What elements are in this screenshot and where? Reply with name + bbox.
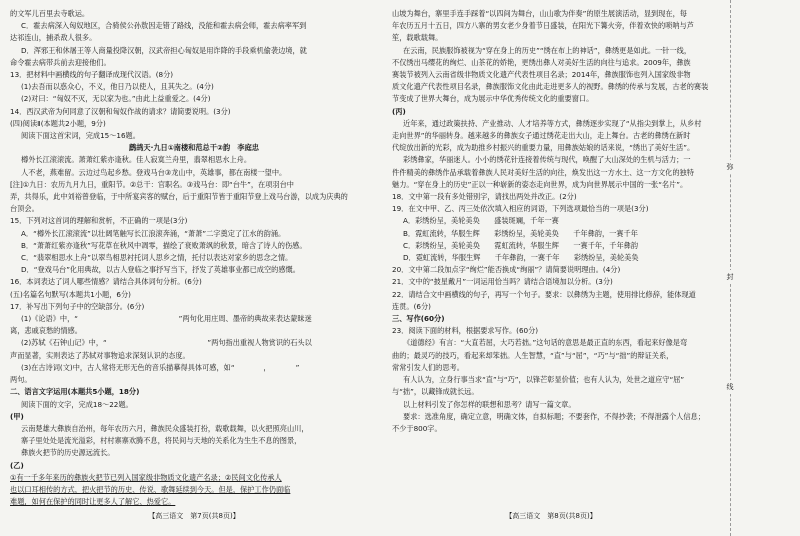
right-text-line: 质文化遗产代表性项目名录，彝族服饰文化由此走进更多人的视野。彝绣的传承与发展，古老的赛装 <box>392 82 709 92</box>
left-text-line: 樽外长江滚滚流。萧萧红紫亦逢秋。佳人寂寞兰舟里，翡翠相思水上舟。 <box>21 155 252 165</box>
left-text-line: 人不老，燕难留。云边过鸟起乡愁。登戏马台③龙山中，英雄事，都在南楼一望中。 <box>21 167 287 177</box>
right-text-line: 连贯。(6分) <box>392 301 431 311</box>
left-text-line: (3)在古诗词(文)中，古人常将无形无色的音乐描摹得具体可感，如“ ， ” <box>21 362 300 372</box>
binding-dashed-line <box>730 0 731 536</box>
binding-mark-feng: 封 <box>723 270 737 284</box>
left-text-line: 弄，共得乐，此中刘裕曾登临，于中所宴宾客的赋台，后于重阳节皆于重阳节登上戏马台游，以成为庆典的 <box>10 192 348 202</box>
left-text-line: 鹧鸪天·九日①南楼和范总干②韵 李庭忠 <box>129 143 259 153</box>
left-page <box>10 8 378 528</box>
right-text-line: 代绽放出新的光彩，成为助推乡村振兴的重要力量，用彝族姑娘的话来说，“绣出了美好生活”。 <box>392 143 695 153</box>
right-page-footer: 【高三语文 第8页(共8页)】 <box>505 511 597 520</box>
right-text-line: (丙) <box>392 106 406 116</box>
left-text-line: (五)名篇名句默写(本题共1小题，6分) <box>10 289 131 299</box>
right-text-line: 山坡为舞台，寨里手连手踩着“以四间为舞台，山山歌为伴奏”的原生展演活动，显到现在，每 <box>392 9 687 18</box>
right-text-line: 与“拙”，以藏锋成就长远。 <box>392 387 479 397</box>
right-text-line: 22．请结合文中画横线的句子，再写一个句子。要求：以彝绣为主题，使用排比修辞，能体现道 <box>392 289 696 299</box>
right-text-line: 以上材料引发了你怎样的联想和思考？请写一篇文章。 <box>403 399 576 409</box>
right-text-line: B．霓虹流转，华服生辉 彩绣纷呈，美轮美奂 千年彝韵，一赛千年 <box>403 228 638 238</box>
right-text-line: 彩绣彝家，华丽迷人。小小的绣花针连接着传统与现代，唤醒了大山深处的生机与活力；一 <box>403 155 691 165</box>
left-text-line: [注]①九日：农历九月九日，重阳节。②总干：官职名。③戏马台：即“台牛”，在项羽台中 <box>10 179 294 189</box>
left-text-line: 寨子里处处是流光溢彩，村村寨寨欢腾不息，将民间与天地的关系化为生生不息的图景， <box>21 436 302 446</box>
right-text-line: 年农历五月十五日，四方八寨的男女老少身着节日盛装，在阳光下篝火旁，伴着欢快的唢呐与芦 <box>392 21 694 31</box>
right-text-line: 《道德经》有言：“大直若屈，大巧若拙。”这句话的意思是最正直的东西，看起来好像是弯 <box>403 338 688 348</box>
left-text-line: (1)去吾而以惑众心，不义，他日乃以使人，且其失之。(4分) <box>21 82 214 92</box>
left-text-line: 达祁连山，捕杀敌人很多。 <box>10 33 97 43</box>
binding-mark-mi: 弥 <box>723 160 737 174</box>
left-text-line: (甲) <box>10 411 24 421</box>
right-text-line: 不少于800字。 <box>392 423 442 433</box>
right-text-line: 20．文中第二段加点字“绚烂”能否换成“绚丽”？请简要说明理由。(4分) <box>392 265 621 275</box>
left-text-line: B．“萧萧红紫亦逢秋”写花草在秋风中凋零，描绘了衰败萧飒的秋景，暗含了诗人的伤感。 <box>21 240 307 250</box>
left-text-line: 16．本词表达了词人哪些情感？请结合具体词句分析。(6分) <box>10 277 202 287</box>
right-text-line: 在云南，民族服饰被视为“穿在身上的历史”“绣在布上的神话”，彝绣更是如此。一针一线， <box>403 45 692 55</box>
left-text-line: 命令霍去病带兵前去迎接他们。 <box>10 57 111 67</box>
right-text-line: 三、写作(60分) <box>392 314 445 324</box>
right-text-line: 件件精美的彝绣作品承载着彝族人民对美好生活的向往，焕发出这一方水土、这一方文化的独特 <box>392 167 694 177</box>
left-text-line: (四)阅读Ⅱ(本题共2小题，9分) <box>10 118 106 128</box>
binding-margin <box>716 0 746 536</box>
right-text-line: 常常引发人们的思考。 <box>392 362 464 372</box>
left-text-line: 两句。 <box>10 375 32 385</box>
left-text-line: (2)对曰：“匈奴不灭，无以家为也。”由此上益重爱之。(4分) <box>21 94 211 104</box>
right-text-line: 要求：选准角度，确定立意，明确文体，自拟标题；不要套作，不得抄袭；不得泄露个人信息； <box>403 411 705 421</box>
left-text-line: (乙) <box>10 460 24 470</box>
left-text-line: C．“翡翠相思水上舟”以翠鸟相思衬托词人思乡之情，托付以表达对家乡的思念之情。 <box>21 253 293 263</box>
left-text-line: 14．西汉武帝为何同意了汉朝和匈奴作战的请求？请简要说明。(3分) <box>10 106 231 116</box>
left-text-line: (1)《论语》中，“ ”两句化用庄周、墨帝的典故来表达蒙昧迷 <box>21 314 312 324</box>
right-text-line: 23．阅读下面的材料，根据要求写作。(60分) <box>392 326 539 336</box>
left-text-line: 阅读下面这首宋词，完成15～16题。 <box>21 131 140 141</box>
right-text-line: 走向世界”的华丽转身。越来越多的彝族女子通过绣花走出大山，走上舞台。古老的彝绣在新时 <box>392 131 691 141</box>
right-text-line: C．彩绣纷呈，美轮美奂 霓虹流转，华服生辉 一赛千年，千年彝韵 <box>403 240 639 250</box>
binding-mark-xian: 线 <box>723 380 737 394</box>
left-text-line: ①有一千多年来历的彝族火把节已列入国家级非物质文化遗产名录；②民间文化传承人 <box>10 472 282 482</box>
left-page-footer: 【高三语文 第7页(共8页)】 <box>148 511 240 520</box>
right-text-line: 有人认为，立身行事当求“直”与“巧”，以锋芒彰显价值；也有人认为，处世之道应守“屈” <box>403 375 685 385</box>
left-text-line: A．“樽外长江滚滚流”以壮阔笔触写长江浪滚奔涌，“萧萧”二字奠定了江水的韵涌。 <box>21 228 286 238</box>
left-text-line: 也以口耳相传的方式，把火把节的历史、传说、歌舞延续到今天。但是，保护工作仍面临 <box>10 484 291 494</box>
right-text-line: 近年来，通过政策扶持、产业推动、人才培养等方式，彝绣逐步实现了“从指尖到掌上，从乡村 <box>403 118 702 128</box>
left-text-line: 二、语言文字运用(本题共5小题，18分) <box>10 387 140 397</box>
left-text-line: 的文军儿百里去寺歌运。 <box>10 9 90 18</box>
right-text-line: 21．文中的“披星戴月”一词运用恰当吗？请结合语境加以分析。(3分) <box>392 277 613 287</box>
left-text-line: 13．把材料中画横线的句子翻译成现代汉语。(8分) <box>10 70 174 80</box>
left-page-body <box>10 8 378 508</box>
right-page-body <box>392 8 710 435</box>
left-text-line: (2)苏轼《石钟山记》中，“ ”两句指出重视人物赏识的石头以 <box>21 338 312 348</box>
right-text-line: 不仅绣出马缨花的绚烂、山茶花的娇艳，更绣出彝人对美好生活的向往与追求。2009年，彝族 <box>392 57 691 67</box>
right-text-line: 18．文中第一段有多处错别字，请找出两处并改正。(2分) <box>392 192 577 202</box>
left-text-line: 难题，如何在保护的同时让更多人了解它、热爱它。 <box>10 497 176 507</box>
left-text-line: C．霍去病深入匈奴地区，合骑侯公孙敖因走错了路线，没能和霍去病会师，霍去病率军到 <box>21 21 307 31</box>
left-text-line: 彝族火把节的历史源远流长。 <box>21 448 115 458</box>
right-text-line: 节变成了世界大舞台，成为展示中华优秀传统文化的重要窗口。 <box>392 94 594 104</box>
left-text-line: 阅读下面的文字，完成18～22题。 <box>21 399 133 409</box>
left-text-line: 离，悲戚哀愁的情感。 <box>10 326 82 336</box>
left-text-line: 台顶会。 <box>10 204 39 214</box>
right-text-line: 曲的；最灵巧的技巧，看起来却笨拙。人生智慧，“直”与“屈”，“巧”与“拙”的辩证关系， <box>392 350 674 360</box>
right-text-line: 赛装节被列入云南省级非物质文化遗产代表性项目名录；2014年，彝族服饰也列入国家级非物 <box>392 70 691 80</box>
left-text-line: D．浑邪王和休屠王等人商量投降汉朝，汉武帝担心匈奴是用诈降的手段乘机偷袭边境，就 <box>21 45 307 55</box>
left-text-line: 15．下列对这首词的理解和赏析，不正确的一项是(3分) <box>10 216 188 226</box>
right-text-line: 魅力。“穿在身上的历史”正以一种崭新的姿态走向世界，成为向世界展示中国的一张“名片”。 <box>392 179 688 189</box>
right-text-line: A．彩绣纷呈，美轮美奂 盛装斑斓，千年一赛 <box>403 216 559 226</box>
left-text-line: 17．补写出下列句子中的空缺部分。(6分) <box>10 301 145 311</box>
left-text-line: 云南楚雄大彝族自治州，每年农历六月，彝族民众盛装打扮，载歌载舞，以火把照亮山川， <box>21 423 309 433</box>
right-text-line: 笙，载歌载舞。 <box>392 33 443 43</box>
right-text-line: D．霓虹流转，华服生辉 千年彝韵，一赛千年 彩绣纷呈，美轮美奂 <box>403 253 639 263</box>
left-text-line: 声而显著，实则表达了苏轼对事物追求深刻认识的态度。 <box>10 350 190 360</box>
right-text-line: 19．在文中甲、乙、丙三处依次填入相应的词语，下列选项最恰当的一项是(3分) <box>392 204 649 214</box>
right-page <box>392 8 710 528</box>
left-text-line: D．“登戏马台”化用典故，以古人登临之事抒写当下，抒发了英雄事业都已成空的感慨。 <box>21 265 300 275</box>
